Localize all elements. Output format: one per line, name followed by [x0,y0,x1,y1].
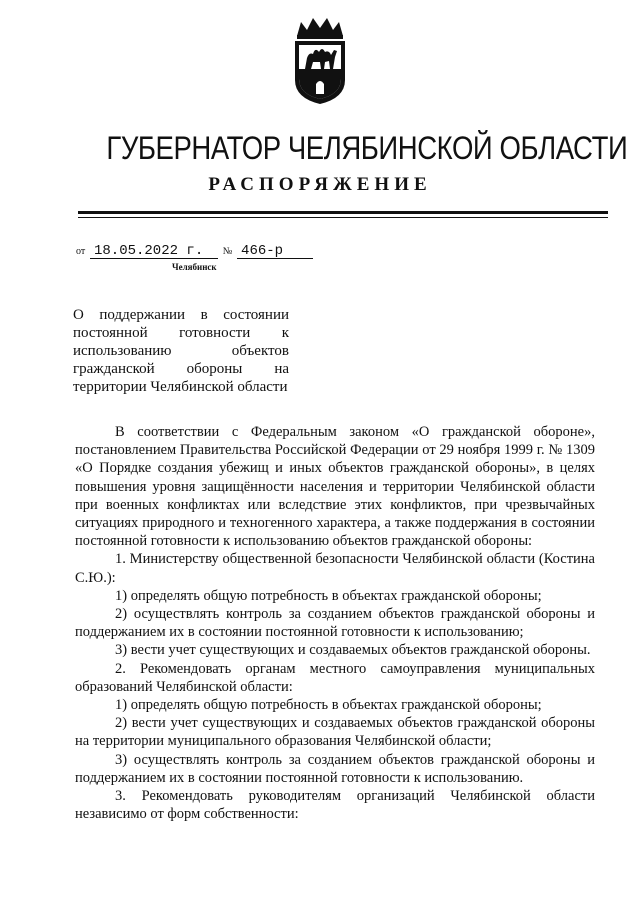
paragraph: 1. Министерству общественной безопасности Челябинской области (Костина С.Ю.): [75,551,595,586]
from-label: от [76,246,86,257]
authority-title: ГУБЕРНАТОР ЧЕЛЯБИНСКОЙ ОБЛАСТИ [106,130,628,166]
document-date: 18.05.2022 г. [90,244,218,259]
paragraph: 1) определять общую потребность в объектах гражданской обороны; [115,697,542,714]
number-label: № [222,246,233,257]
document-subject: О поддержании в состоянии постоянной готовности к использованию объектов гражданской обороны на территории Челябинской области [73,307,289,395]
paragraph: 2) осуществлять контроль за созданием объектов гражданской обороны и поддержанием их в состоянии постоянной готовности к использованию; [75,606,595,641]
header-divider-thin [78,217,608,218]
paragraph: 2) вести учет существующих и создаваемых объектов гражданской обороны на территории муниципального образования Челябинской области; [75,715,595,750]
paragraph: 2. Рекомендовать органам местного самоуправления муниципальных образований Челябинской области: [75,660,595,695]
paragraph: 3) осуществлять контроль за созданием объектов гражданской обороны и поддержанием их в состоянии постоянной готовности к использованию. [75,751,595,786]
document-city: Челябинск [172,262,217,272]
document-type: РАСПОРЯЖЕНИЕ [208,174,432,195]
document-body [75,423,595,823]
paragraph: 3) вести учет существующих и создаваемых объектов гражданской обороны. [115,642,591,659]
header-divider [78,211,608,214]
document-number: 466-р [237,244,313,259]
paragraph: 1) определять общую потребность в объектах гражданской обороны; [115,587,542,604]
document-meta [74,244,313,259]
paragraph: В соответствии с Федеральным законом «О гражданской обороне», постановлением Правительства Российской Федерации от 29 ноября 1999 г. № 1309 «О Порядке создания убежищ и иных объектов гражданской обороны», в целях повышения уровня защищённости населения и территории Челябинской области при военных конфликтах или вследствие этих конфликтов, при чрезвычайных ситуациях природного и техногенного характера, а также поддержания в состоянии постоянной готовности к использованию объектов гражданской обороны: [75,424,595,550]
chelyabinsk-coat-of-arms-icon [289,14,351,106]
paragraph: 3. Рекомендовать руководителям организаций Челябинской области независимо от форм собственности: [75,788,595,823]
